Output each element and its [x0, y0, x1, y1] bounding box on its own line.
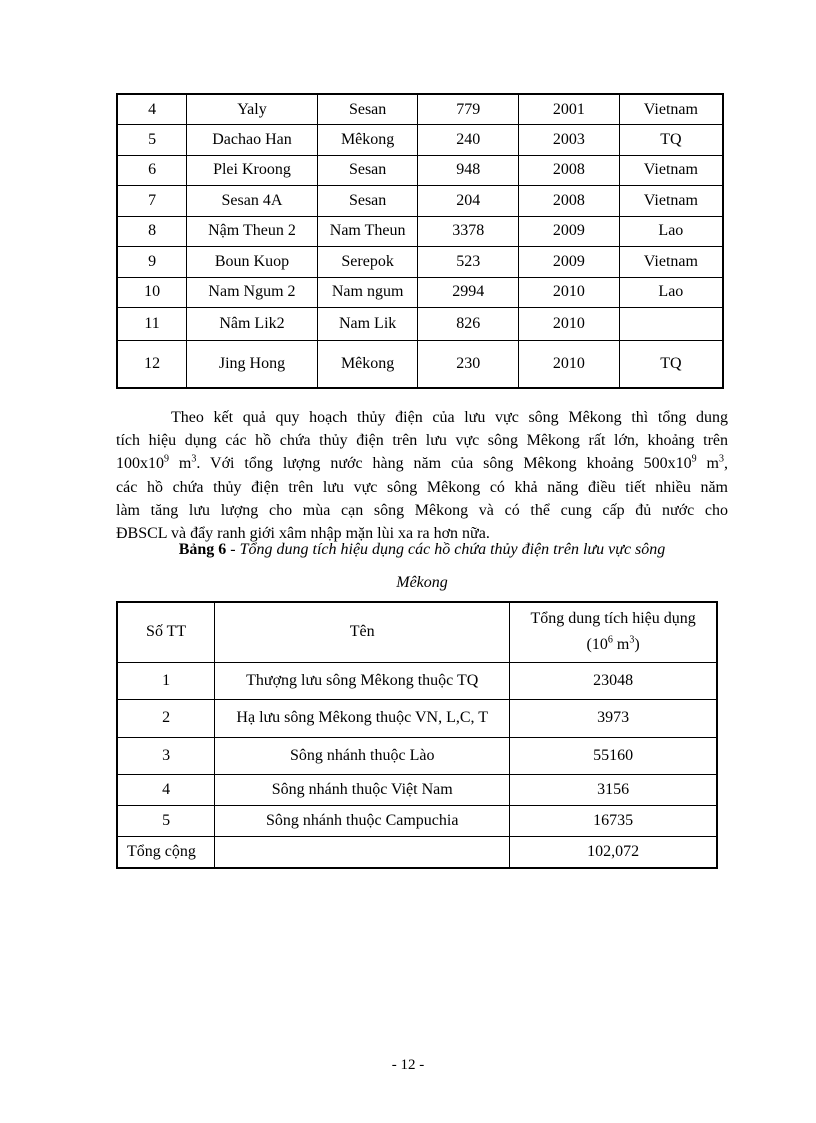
table-row	[117, 155, 723, 186]
cell-river: Nam Theun	[317, 216, 418, 247]
table-row	[117, 94, 723, 125]
cell-country: TQ	[619, 125, 723, 156]
cell-year: 2010	[519, 341, 620, 388]
cell-no: 6	[117, 155, 187, 186]
paragraph-line: làm tăng lưu lượng cho mùa cạn sông Mêkong và có thể cung cấp đủ nước cho	[116, 501, 728, 519]
cell-river: Mêkong	[317, 125, 418, 156]
cell-name: Sông nhánh thuộc Lào	[215, 737, 510, 775]
table-caption	[116, 541, 728, 559]
superscript: 3	[191, 454, 197, 466]
cell-no: 5	[117, 125, 187, 156]
page-number: - 12 -	[391, 1057, 425, 1073]
cell-year: 2008	[519, 186, 620, 217]
cell-river: Mêkong	[317, 341, 418, 388]
header-volume-unit	[510, 632, 716, 658]
cell-country: Lao	[619, 216, 723, 247]
cell-name: Plei Kroong	[187, 155, 318, 186]
cell-value: 204	[418, 186, 519, 217]
cell-volume: 55160	[510, 737, 717, 775]
cell-name: Dachao Han	[187, 125, 318, 156]
cell-no: 10	[117, 277, 187, 308]
cell-volume: 3156	[510, 775, 717, 806]
caption-separator: -	[226, 541, 240, 558]
cell-volume: 23048	[510, 662, 717, 700]
superscript: 3	[629, 634, 635, 646]
cell-value: 230	[418, 341, 519, 388]
caption-label: Bảng 6	[178, 541, 227, 558]
table-row	[117, 277, 723, 308]
cell-name: Sông nhánh thuộc Campuchia	[215, 806, 510, 837]
superscript: 9	[164, 454, 169, 466]
cell-no: 3	[117, 737, 215, 775]
superscript: 3	[719, 454, 725, 466]
text-run: m	[696, 455, 720, 473]
caption-title-continued: Mêkong	[396, 574, 448, 591]
cell-year: 2010	[519, 308, 620, 341]
cell-river: Nam ngum	[317, 277, 418, 308]
cell-no: 2	[117, 700, 215, 738]
cell-value: 779	[418, 94, 519, 125]
cell-value: 523	[418, 247, 519, 278]
cell-country: TQ	[619, 341, 723, 388]
cell-volume: 16735	[510, 806, 717, 837]
cell-river: Sesan	[317, 94, 418, 125]
cell-name: Nâm Lik2	[187, 308, 318, 341]
cell-name: Thượng lưu sông Mêkong thuộc TQ	[215, 662, 510, 700]
text-run: . Với tổng lượng nước hàng năm của sông Mêkong khoảng 500x10	[196, 455, 692, 473]
table-header-row	[117, 602, 717, 662]
dam-table	[116, 93, 724, 389]
text-run: )	[634, 636, 640, 654]
cell-no: 4	[117, 94, 187, 125]
table-row	[117, 806, 717, 837]
cell-value: 2994	[418, 277, 519, 308]
cell-country	[619, 308, 723, 341]
header-no: Số TT	[117, 602, 215, 662]
cell-value: 948	[418, 155, 519, 186]
cell-name: Sông nhánh thuộc Việt Nam	[215, 775, 510, 806]
cell-name: Jing Hong	[187, 341, 318, 388]
header-volume-label: Tổng dung tích hiệu dụng	[530, 610, 696, 628]
cell-no: 11	[117, 308, 187, 341]
cell-river: Serepok	[317, 247, 418, 278]
cell-year: 2003	[519, 125, 620, 156]
cell-year: 2010	[519, 277, 620, 308]
cell-year: 2009	[519, 247, 620, 278]
text-run: m	[612, 636, 630, 654]
table-row	[117, 247, 723, 278]
cell-country: Lao	[619, 277, 723, 308]
cell-river: Nam Lik	[317, 308, 418, 341]
superscript: 9	[691, 454, 697, 466]
cell-country: Vietnam	[619, 247, 723, 278]
cell-river: Sesan	[317, 155, 418, 186]
cell-year: 2008	[519, 155, 620, 186]
table-row	[117, 737, 717, 775]
cell-name: Yaly	[187, 94, 318, 125]
cell-year: 2001	[519, 94, 620, 125]
header-volume	[510, 602, 717, 662]
cell-name: Boun Kuop	[187, 247, 318, 278]
cell-no: 5	[117, 806, 215, 837]
text-run: (10	[586, 636, 608, 654]
cell-no: 8	[117, 216, 187, 247]
superscript: 6	[607, 634, 613, 646]
cell-no: 7	[117, 186, 187, 217]
cell-river: Sesan	[317, 186, 418, 217]
table-total-row	[117, 837, 717, 868]
text-run: ,	[724, 455, 729, 473]
table-row	[117, 308, 723, 341]
cell-name: Hạ lưu sông Mêkong thuộc VN, L,C, T	[215, 700, 510, 738]
body-paragraph	[116, 406, 728, 545]
paragraph-line: Theo kết quả quy hoạch thủy điện của lưu vực sông Mêkong thì tổng dung	[171, 409, 728, 426]
total-label: Tổng cộng	[117, 837, 215, 868]
cell-value: 826	[418, 308, 519, 341]
cell-year: 2009	[519, 216, 620, 247]
table-row	[117, 341, 723, 388]
volume-table	[116, 601, 718, 869]
cell-country: Vietnam	[619, 155, 723, 186]
text-run: 100x10	[116, 455, 164, 473]
cell-value: 3378	[418, 216, 519, 247]
table-row	[117, 700, 717, 738]
cell-no: 12	[117, 341, 187, 388]
cell-name: Nậm Theun 2	[187, 216, 318, 247]
table-row	[117, 775, 717, 806]
cell-country: Vietnam	[619, 186, 723, 217]
total-name	[215, 837, 510, 868]
paragraph-line: tích hiệu dụng các hồ chứa thủy điện trên lưu vực sông Mêkong rất lớn, khoảng trên	[116, 432, 728, 450]
table-row	[117, 125, 723, 156]
table-row	[117, 662, 717, 700]
cell-no: 9	[117, 247, 187, 278]
cell-name: Sesan 4A	[187, 186, 318, 217]
header-name: Tên	[215, 602, 510, 662]
caption-title: Tổng dung tích hiệu dụng các hồ chứa thủy điện trên lưu vực sông	[239, 541, 666, 558]
table-row	[117, 186, 723, 217]
cell-no: 1	[117, 662, 215, 700]
paragraph-line: ĐBSCL và đẩy ranh giới xâm nhập mặn lùi xa ra hơn nữa.	[116, 525, 490, 543]
cell-value: 240	[418, 125, 519, 156]
cell-no: 4	[117, 775, 215, 806]
paragraph-line	[116, 452, 728, 475]
paragraph-line: các hồ chứa thủy điện trên lưu vực sông Mêkong có khả năng điều tiết nhiều năm	[116, 478, 728, 496]
total-volume: 102,072	[510, 837, 717, 868]
cell-name: Nam Ngum 2	[187, 277, 318, 308]
table-row	[117, 216, 723, 247]
cell-volume: 3973	[510, 700, 717, 738]
cell-country: Vietnam	[619, 94, 723, 125]
text-run: m	[169, 455, 192, 473]
